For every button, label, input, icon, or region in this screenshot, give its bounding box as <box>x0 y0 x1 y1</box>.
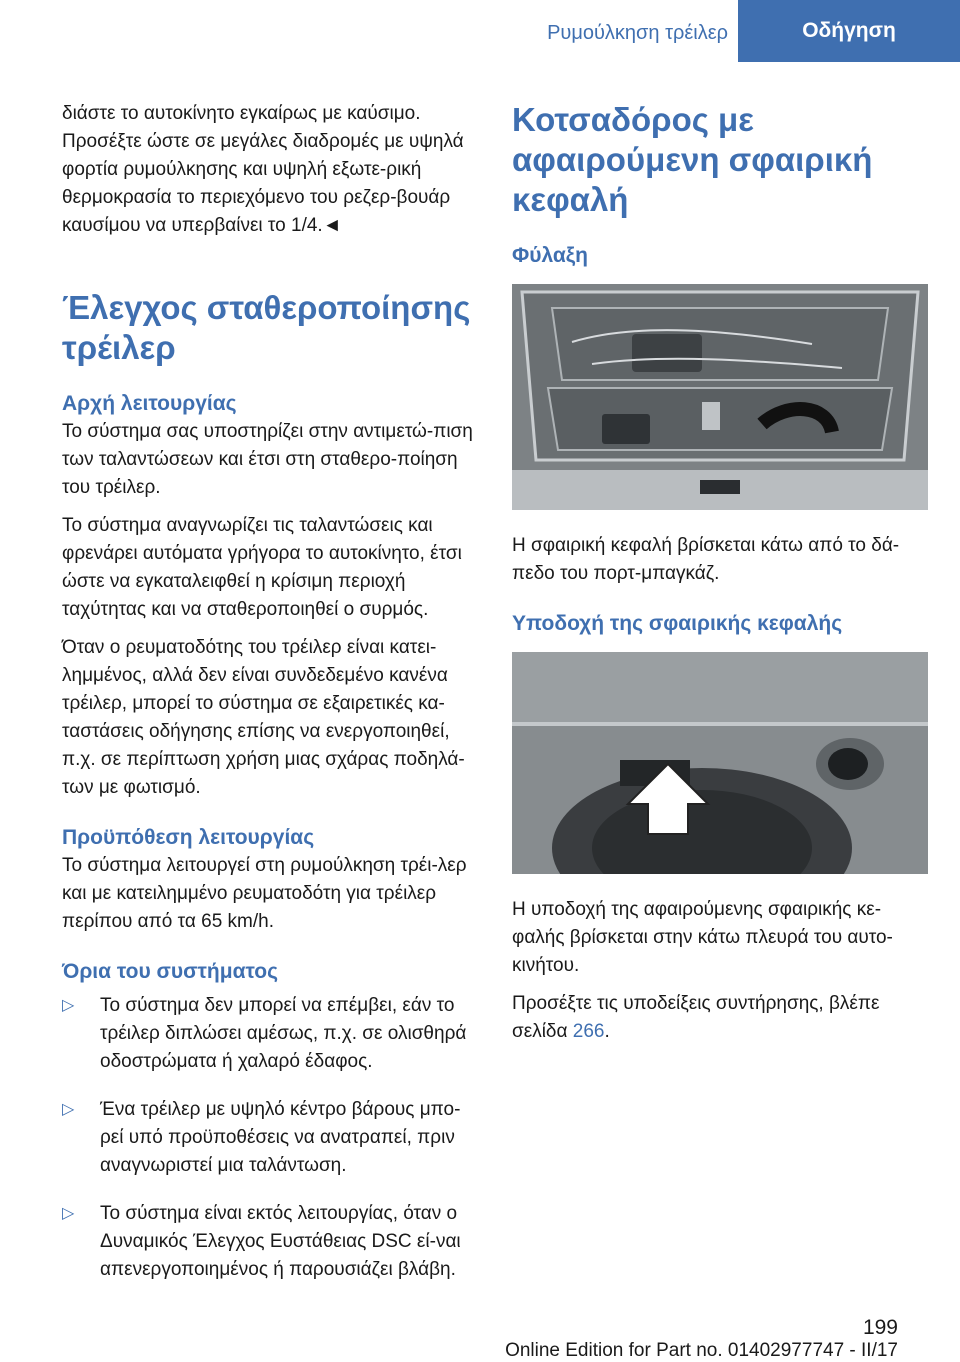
header-chapter-tab: Οδήγηση <box>738 0 960 62</box>
limits-list <box>62 992 478 1284</box>
section-title-trailer-stabilization: Έλεγχος σταθεροποίησης τρέιλερ <box>62 289 471 366</box>
triangle-right-outline-icon: ▷ <box>62 997 75 1014</box>
list-item: ▷ Το σύστημα είναι εκτός λειτουργίας, όταν ο Δυναμικός Έλεγχος Ευστάθειας DSC εί-ναι απενεργοποιημένος ή παρουσιάζει βλάβη. <box>62 1200 478 1284</box>
luggage-compartment-illustration <box>512 284 928 510</box>
triangle-right-outline-icon: ▷ <box>62 1205 75 1222</box>
photo-hitch-socket <box>512 652 928 874</box>
list-item: ▷ Το σύστημα δεν μπορεί να επέμβει, εάν το τρέιλερ διπλώσει αμέσως, π.χ. σε ολισθηρά οδοστρώματα ή χαλαρό έδαφος. <box>62 992 478 1076</box>
intro-paragraph: διάστε το αυτοκίνητο εγκαίρως με καύσιμο. Προσέξτε ώστε σε μεγάλες διαδρομές με υψηλά φορτία ρυμούλκησης και υψηλή εξωτε-ρική θερμοκρασία το περιεχόμενο του ρεζερ-βουάρ καυσίμου να υπερβαίνει το 1/4.◄ <box>62 103 464 236</box>
photo-luggage-compartment <box>512 284 928 510</box>
socket-caption: Η υποδοχή της αφαιρούμενης σφαιρικής κε-φαλής βρίσκεται στην κάτω πλευρά του αυτο-κινήτου. <box>512 899 893 976</box>
triangle-right-outline-icon: ▷ <box>62 1101 75 1118</box>
principle-paragraph-3: Όταν ο ρευματοδότης του τρέιλερ είναι κατει-λημμένος, αλλά δεν είναι συνδεδεμένο κανένα τρέιλερ, μπορεί το σύστημα σε εξαιρετικές κα-ταστάσεις οδήγησης επίσης να ενεργοποιηθεί, π.χ. σε περίπτωση χρήση μιας σχάρας ποδηλά-των με φωτισμό. <box>62 637 465 798</box>
right-column <box>512 100 928 1056</box>
storage-caption: Η σφαιρική κεφαλή βρίσκεται κάτω από το δά-πεδο του πορτ-μπαγκάζ. <box>512 535 900 584</box>
subheading-limits: Όρια του συστήματος <box>62 960 279 983</box>
subheading-socket: Υποδοχή της σφαιρικής κεφαλής <box>512 612 843 635</box>
edition-footer: Online Edition for Part no. 01402977747 - II/17 <box>505 1340 898 1361</box>
subheading-precondition: Προϋπόθεση λειτουργίας <box>62 826 315 849</box>
precondition-paragraph: Το σύστημα λειτουργεί στη ρυμούλκηση τρέι-λερ και με κατειλημμένο ρευματοδότη για τρέιλερ περίπου από τα 65 km/h. <box>62 855 467 932</box>
maintenance-note: Προσέξτε τις υποδείξεις συντήρησης, βλέπε σελίδα 266. <box>512 993 880 1042</box>
left-column <box>62 100 478 1304</box>
hitch-socket-illustration <box>512 652 928 874</box>
principle-paragraph-2: Το σύστημα αναγνωρίζει τις ταλαντώσεις και φρενάρει αυτόματα γρήγορα το αυτοκίνητο, έτσι ώστε να εγκαταλειφθεί η κρίσιμη περιοχή ταχύτητας και να σταθεροποιηθεί ο συρμός. <box>62 515 462 620</box>
principle-paragraph-1: Το σύστημα σας υποστηρίζει στην αντιμετώ-πιση των ταλαντώσεων και έτσι στη σταθερο-ποίηση του τρέιλερ. <box>62 421 473 498</box>
list-item: ▷ Ένα τρέιλερ με υψηλό κέντρο βάρους μπο-ρεί υπό προϋποθέσεις να ανατραπεί, πριν αναγνωριστεί μια ταλάντωση. <box>62 1096 478 1180</box>
page-header <box>0 0 960 62</box>
header-section-title: Ρυμούλκηση τρέιλερ <box>547 22 728 44</box>
page-number: 199 <box>862 1316 898 1339</box>
section-title-tow-hitch: Κοτσαδόρος με αφαιρούμενη σφαιρική κεφαλή <box>512 101 873 218</box>
page-reference-link[interactable]: 266 <box>572 1021 605 1042</box>
subheading-principle: Αρχή λειτουργίας <box>62 392 237 415</box>
subheading-storage: Φύλαξη <box>512 244 588 267</box>
